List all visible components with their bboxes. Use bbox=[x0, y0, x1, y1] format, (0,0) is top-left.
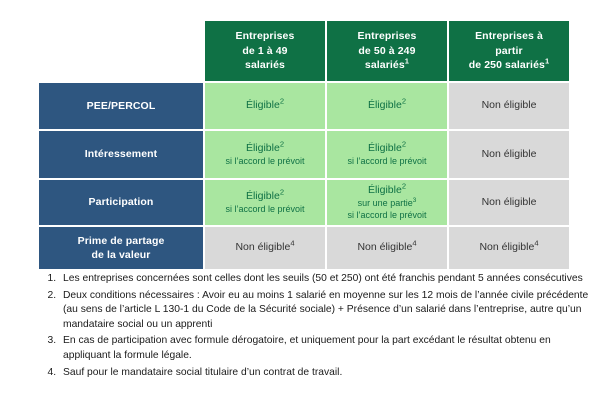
table-row bbox=[39, 131, 569, 178]
footnote-item: 4. Sauf pour le mandataire social titulaire d’un contrat de travail. bbox=[59, 366, 599, 381]
cell-interessement-250-plus bbox=[449, 131, 569, 178]
cell-footnote-marker: 2 bbox=[279, 187, 285, 197]
cell-main-text bbox=[327, 181, 447, 198]
header-line-3: salariés bbox=[245, 59, 285, 72]
cell-main-text bbox=[449, 148, 569, 162]
header-footnote-marker: 1 bbox=[404, 56, 410, 66]
cell-footnote-marker: 2 bbox=[401, 139, 407, 149]
footnote-item: 2. Deux conditions nécessaires : Avoir eu au moins 1 salarié en moyenne sur les 12 mois de l’année civile précédente (au sens de l’article L 130-1 du Code de la Sécurité sociale) + Présence d’un salarié dans l’entreprise, autre qu’un mandataire social ou un apprenti bbox=[59, 289, 599, 333]
row-label-prime-partage-valeur bbox=[39, 227, 203, 269]
row-label-line-1: PEE/PERCOL bbox=[86, 99, 156, 112]
footnote-item: 1. Les entreprises concernées sont celles dont les seuils (50 et 250) ont été franchis pendant 5 années consécutives bbox=[59, 272, 599, 287]
column-header-50-249 bbox=[327, 21, 447, 81]
header-line-1: Entreprises bbox=[357, 29, 417, 42]
cell-footnote-marker: 2 bbox=[401, 96, 407, 106]
header-line-3: de 250 salariés bbox=[468, 59, 545, 72]
cell-prime-partage-valeur-50-249 bbox=[327, 227, 447, 269]
row-label-line-2: de la valeur bbox=[91, 249, 151, 261]
table-header bbox=[39, 21, 569, 81]
row-label-line-1: Intéressement bbox=[84, 148, 158, 161]
header-line-1: Entreprises à bbox=[475, 29, 543, 42]
cell-main-label: Éligible bbox=[245, 141, 280, 154]
cell-main-label: Non éligible bbox=[479, 241, 535, 254]
cell-main-text bbox=[327, 139, 447, 156]
cell-main-text bbox=[449, 238, 569, 255]
cell-main-label: Non éligible bbox=[235, 241, 291, 254]
cell-main-text bbox=[205, 187, 325, 204]
header-footnote-marker: 1 bbox=[544, 56, 550, 66]
eligibility-table bbox=[37, 19, 571, 271]
cell-scope-text bbox=[327, 197, 447, 209]
cell-main-label: Éligible bbox=[245, 99, 280, 112]
footnotes-list bbox=[37, 272, 599, 382]
header-row bbox=[39, 21, 569, 81]
cell-footnote-marker: 4 bbox=[534, 238, 539, 248]
column-header-1-49 bbox=[205, 21, 325, 81]
table-corner-cell bbox=[39, 21, 203, 81]
cell-participation-1-49 bbox=[205, 180, 325, 225]
cell-footnote-marker: 2 bbox=[279, 139, 285, 149]
table-body bbox=[39, 83, 569, 269]
cell-scope-footnote-marker: 3 bbox=[412, 197, 417, 205]
header-line-2: de 1 à 49 bbox=[242, 44, 288, 57]
cell-prime-partage-valeur-1-49 bbox=[205, 227, 325, 269]
cell-footnote-marker: 4 bbox=[290, 238, 295, 248]
header-line-2: partir bbox=[495, 44, 523, 57]
cell-interessement-1-49 bbox=[205, 131, 325, 178]
cell-main-label: Non éligible bbox=[481, 195, 537, 208]
cell-interessement-50-249 bbox=[327, 131, 447, 178]
cell-scope-label: sur une partie bbox=[357, 198, 413, 209]
cell-main-label: Non éligible bbox=[481, 147, 537, 160]
cell-pee-percol-250-plus bbox=[449, 83, 569, 129]
cell-main-label: Éligible bbox=[367, 183, 402, 196]
cell-main-text bbox=[205, 96, 325, 113]
row-label-line-1: Participation bbox=[88, 196, 154, 209]
cell-participation-250-plus bbox=[449, 180, 569, 225]
cell-condition-text: si l’accord le prévoit bbox=[225, 156, 305, 167]
table-row bbox=[39, 227, 569, 269]
cell-footnote-marker: 2 bbox=[401, 181, 407, 191]
cell-footnote-marker: 2 bbox=[279, 96, 285, 106]
row-label-line-1: Prime de partage bbox=[77, 234, 165, 247]
cell-main-label: Éligible bbox=[367, 141, 402, 154]
cell-pee-percol-1-49 bbox=[205, 83, 325, 129]
footnote-item: 3. En cas de participation avec formule dérogatoire, et uniquement pour la part excédant le résultat obtenu en appliquant la formule légale. bbox=[59, 334, 599, 363]
cell-main-text bbox=[205, 139, 325, 156]
cell-main-label: Éligible bbox=[245, 189, 280, 202]
table-row bbox=[39, 83, 569, 129]
cell-participation-50-249 bbox=[327, 180, 447, 225]
cell-footnote-marker: 4 bbox=[412, 238, 417, 248]
table-row bbox=[39, 180, 569, 225]
header-line-1: Entreprises bbox=[235, 29, 295, 42]
cell-main-label: Non éligible bbox=[357, 241, 413, 254]
cell-main-text bbox=[327, 96, 447, 113]
header-line-2: de 50 à 249 bbox=[358, 44, 416, 57]
cell-condition-text: si l’accord le prévoit bbox=[347, 210, 427, 221]
cell-main-label: Éligible bbox=[367, 99, 402, 112]
row-label-participation bbox=[39, 180, 203, 225]
column-header-250-plus bbox=[449, 21, 569, 81]
cell-main-label: Non éligible bbox=[481, 99, 537, 112]
cell-pee-percol-50-249 bbox=[327, 83, 447, 129]
header-line-3: salariés bbox=[364, 59, 405, 72]
row-label-interessement bbox=[39, 131, 203, 178]
cell-condition-text: si l’accord le prévoit bbox=[347, 156, 427, 167]
cell-main-text bbox=[205, 238, 325, 255]
cell-condition-text: si l’accord le prévoit bbox=[225, 204, 305, 215]
cell-main-text bbox=[449, 196, 569, 210]
cell-main-text bbox=[449, 99, 569, 113]
row-label-pee-percol bbox=[39, 83, 203, 129]
cell-prime-partage-valeur-250-plus bbox=[449, 227, 569, 269]
cell-main-text bbox=[327, 238, 447, 255]
